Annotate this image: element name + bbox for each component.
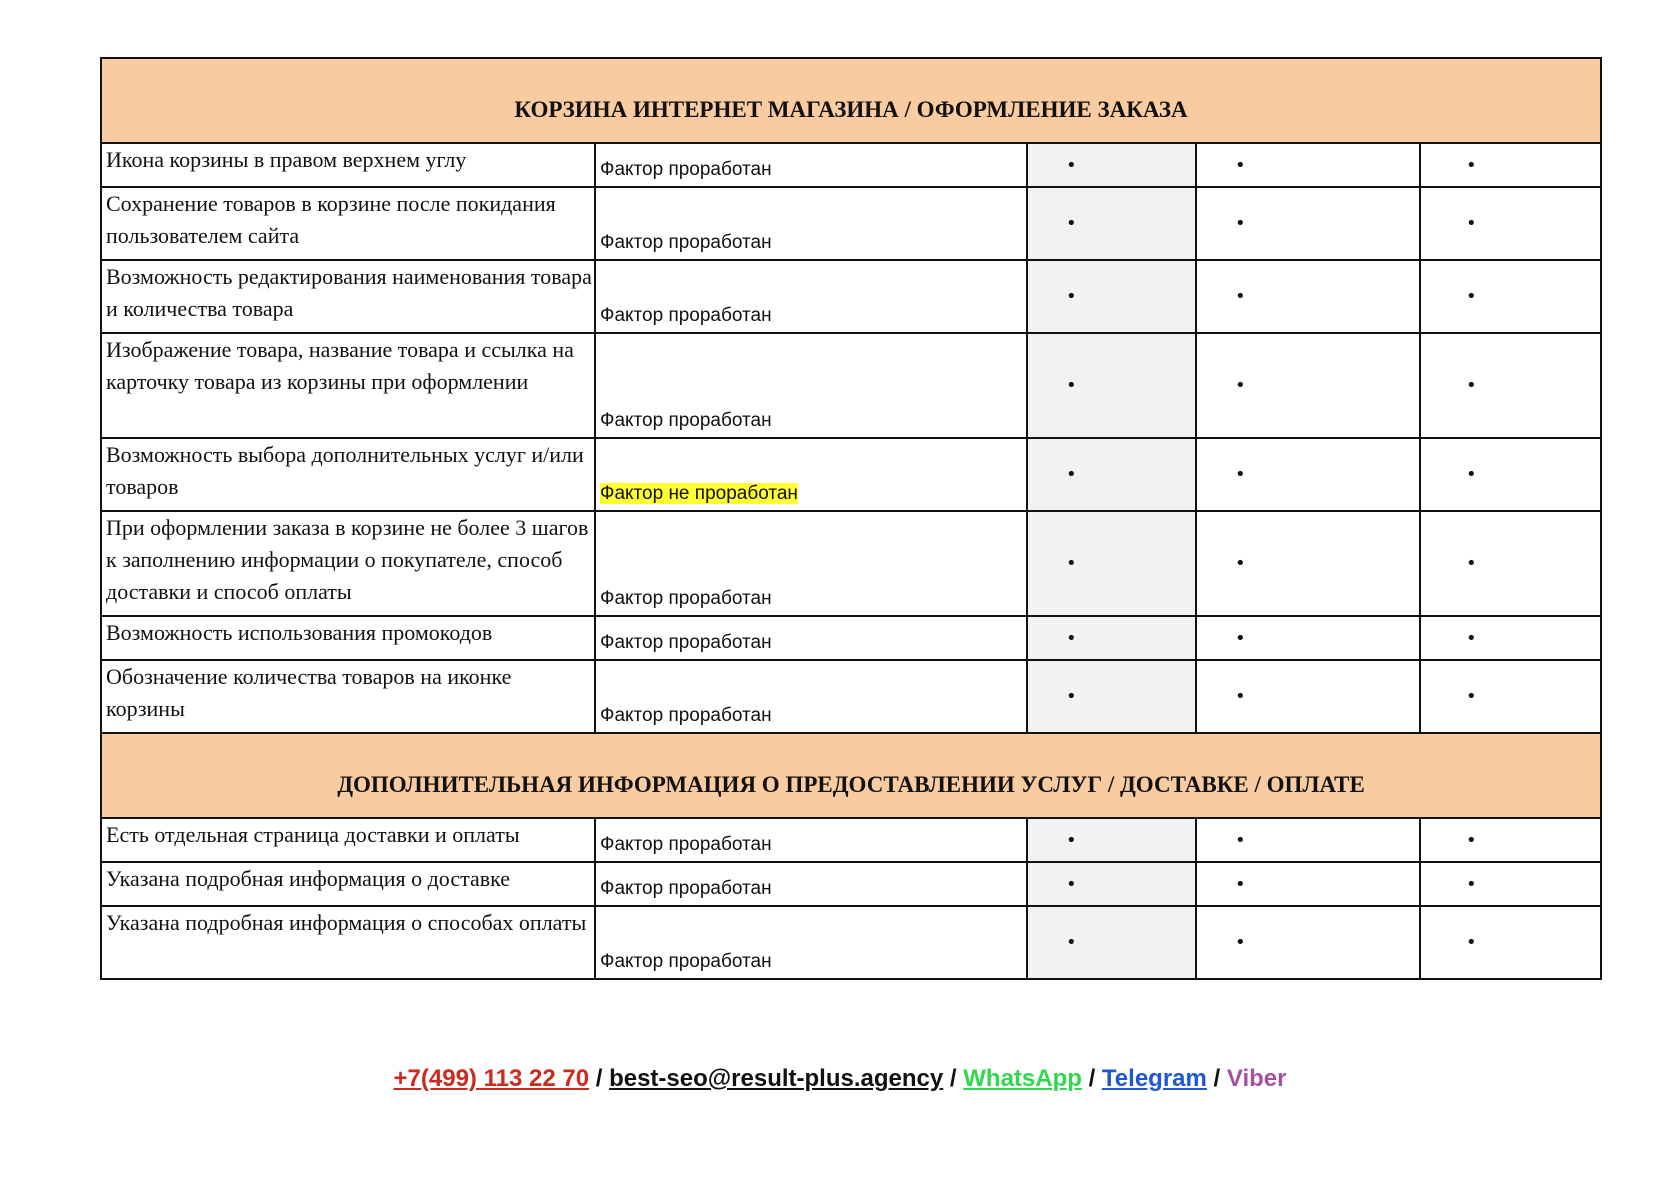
table-row [101, 187, 1601, 260]
mark-cell: • [1027, 660, 1196, 733]
status-cell: Фактор проработан [595, 818, 1027, 862]
viber-link[interactable]: Viber [1226, 1065, 1287, 1092]
mark-cell: • [1027, 906, 1196, 979]
mark-cell: • [1420, 660, 1601, 733]
factor-cell: Икона корзины в правом верхнем углу [101, 143, 595, 187]
contact-footer [0, 1065, 1680, 1093]
mark-cell: • [1027, 333, 1196, 438]
separator: / [1206, 1065, 1227, 1092]
section-header-delivery [101, 733, 1601, 818]
mark-cell: • [1196, 616, 1420, 660]
mark-cell: • [1027, 187, 1196, 260]
table-row [101, 260, 1601, 333]
table-row [101, 438, 1601, 511]
factor-cell: Есть отдельная страница доставки и оплаты [101, 818, 595, 862]
mark-cell: • [1196, 333, 1420, 438]
factor-cell: Обозначение количества товаров на иконке корзины [101, 660, 595, 733]
status-cell: Фактор проработан [595, 511, 1027, 616]
factor-cell: Возможность редактирования наименования товара и количества товара [101, 260, 595, 333]
mark-cell: • [1420, 333, 1601, 438]
status-cell: Фактор проработан [595, 906, 1027, 979]
factor-cell: Указана подробная информация о доставке [101, 862, 595, 906]
mark-cell: • [1420, 511, 1601, 616]
telegram-link[interactable]: Telegram [1101, 1065, 1207, 1092]
factor-cell: Возможность использования промокодов [101, 616, 595, 660]
mark-cell: • [1420, 187, 1601, 260]
separator: / [1081, 1065, 1102, 1092]
table-row [101, 862, 1601, 906]
status-cell: Фактор проработан [595, 616, 1027, 660]
phone-link[interactable]: +7(499) 113 22 70 [393, 1065, 590, 1092]
status-cell: Фактор проработан [595, 260, 1027, 333]
mark-cell: • [1420, 143, 1601, 187]
mark-cell: • [1196, 187, 1420, 260]
status-cell: Фактор проработан [595, 862, 1027, 906]
mark-cell: • [1420, 616, 1601, 660]
mark-cell: • [1027, 438, 1196, 511]
mark-cell: • [1196, 260, 1420, 333]
mark-cell: • [1027, 616, 1196, 660]
factor-cell: Сохранение товаров в корзине после покидания пользователем сайта [101, 187, 595, 260]
mark-cell: • [1196, 906, 1420, 979]
table-row [101, 143, 1601, 187]
mark-cell: • [1027, 143, 1196, 187]
mark-cell: • [1420, 906, 1601, 979]
table-row [101, 906, 1601, 979]
table-row [101, 616, 1601, 660]
status-cell: Фактор проработан [595, 143, 1027, 187]
status-cell: Фактор проработан [595, 333, 1027, 438]
separator: / [943, 1065, 964, 1092]
table-row [101, 818, 1601, 862]
mark-cell: • [1027, 511, 1196, 616]
status-cell: Фактор проработан [595, 187, 1027, 260]
status-cell [595, 438, 1027, 511]
mark-cell: • [1196, 660, 1420, 733]
mark-cell: • [1420, 438, 1601, 511]
section-header-cart [101, 58, 1601, 143]
section-title: КОРЗИНА ИНТЕРНЕТ МАГАЗИНА / ОФОРМЛЕНИЕ ЗАКАЗА [101, 58, 1601, 143]
mark-cell: • [1196, 862, 1420, 906]
whatsapp-link[interactable]: WhatsApp [963, 1065, 1082, 1092]
mark-cell: • [1196, 818, 1420, 862]
mark-cell: • [1420, 818, 1601, 862]
checklist-table [100, 57, 1602, 980]
mark-cell: • [1420, 862, 1601, 906]
factor-cell: Возможность выбора дополнительных услуг и/или товаров [101, 438, 595, 511]
table-row [101, 511, 1601, 616]
separator: / [589, 1065, 610, 1092]
factor-cell: Изображение товара, название товара и ссылка на карточку товара из корзины при оформлении [101, 333, 595, 438]
mark-cell: • [1027, 260, 1196, 333]
table-row [101, 660, 1601, 733]
mark-cell: • [1027, 818, 1196, 862]
mark-cell: • [1196, 511, 1420, 616]
mark-cell: • [1420, 260, 1601, 333]
email-link[interactable]: best-seo@result-plus.agency [609, 1065, 944, 1092]
table-row [101, 333, 1601, 438]
mark-cell: • [1027, 862, 1196, 906]
mark-cell: • [1196, 143, 1420, 187]
section-title: ДОПОЛНИТЕЛЬНАЯ ИНФОРМАЦИЯ О ПРЕДОСТАВЛЕНИИ УСЛУГ / ДОСТАВКЕ / ОПЛАТЕ [101, 733, 1601, 818]
status-cell: Фактор проработан [595, 660, 1027, 733]
factor-cell: При оформлении заказа в корзине не более 3 шагов к заполнению информации о покупателе, способ доставки и способ оплаты [101, 511, 595, 616]
factor-cell: Указана подробная информация о способах оплаты [101, 906, 595, 979]
mark-cell: • [1196, 438, 1420, 511]
status-highlight: Фактор не проработан [600, 483, 798, 504]
